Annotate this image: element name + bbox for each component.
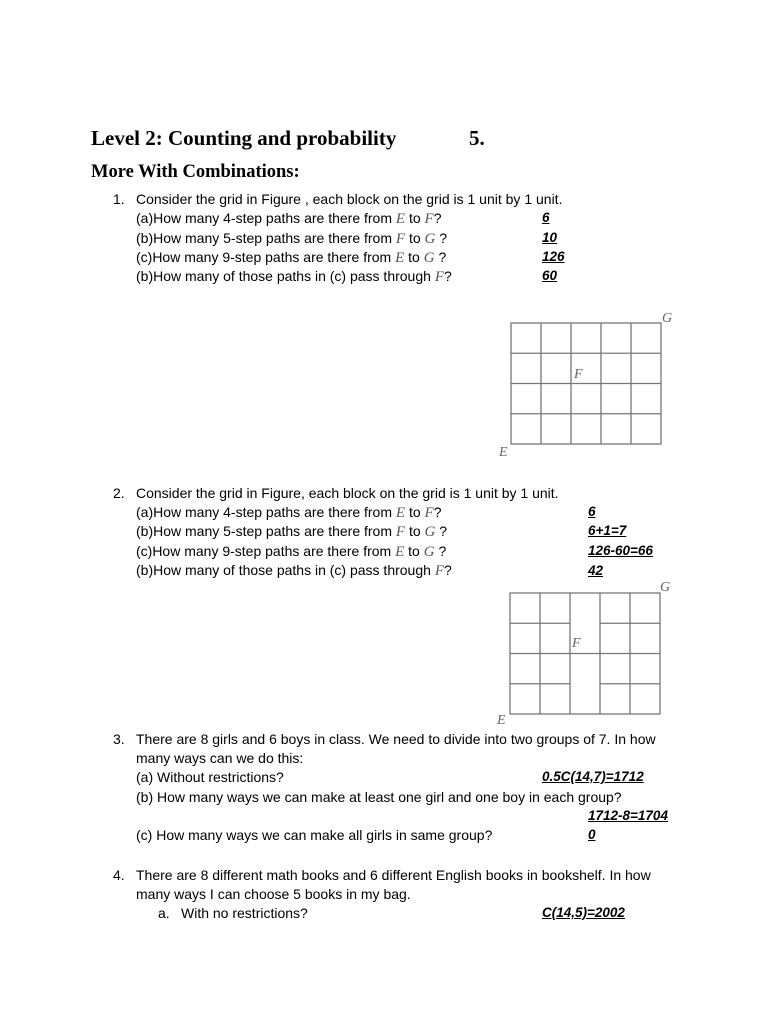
q2-grid-label-e: E <box>497 713 506 728</box>
q3-part-a: (a) Without restrictions? <box>136 769 284 785</box>
q3-answer-a: 0.5C(14,7)=1712 <box>542 769 644 784</box>
q2-text: Consider the grid in Figure, each block on the grid is 1 unit by 1 unit. <box>136 485 559 501</box>
page-title: Level 2: Counting and probability <box>91 126 397 150</box>
q2-grid-label-f: F <box>572 636 581 651</box>
q1-part-d: (b)How many of those paths in (c) pass through F? <box>136 268 452 285</box>
q2-grid-label-g: G <box>660 580 671 595</box>
q4-number: 4. <box>113 867 125 883</box>
q1-part-a: (a)How many 4-step paths are there from E to F? <box>136 210 442 227</box>
q4-line1: There are 8 different math books and 6 different English books in bookshelf. In how <box>136 867 651 883</box>
q2-part-d: (b)How many of those paths in (c) pass through F? <box>136 562 452 579</box>
q3-number: 3. <box>113 731 125 747</box>
q1-grid-label-e: E <box>499 445 508 460</box>
q1-answer-d: 60 <box>542 268 558 283</box>
q1-answer-c: 126 <box>542 249 565 264</box>
q4-answer-a: C(14,5)=2002 <box>542 905 625 920</box>
q2-part-a: (a)How many 4-step paths are there from E to F? <box>136 504 442 521</box>
q1-part-b: (b)How many 5-step paths are there from F to G ? <box>136 230 448 247</box>
q1-answer-a: 6 <box>542 210 550 225</box>
q1-number: 1. <box>113 191 125 207</box>
q2-grid <box>509 592 661 716</box>
q3-line2: many ways can we do this: <box>136 750 304 766</box>
q3-answer-c: 0 <box>588 827 596 842</box>
q1-grid-label-g: G <box>662 311 673 326</box>
q1-answer-b: 10 <box>542 230 558 245</box>
q2-answer-c: 126-60=66 <box>588 543 653 558</box>
q2-answer-b: 6+1=7 <box>588 523 627 538</box>
q4-line2: many ways I can choose 5 books in my bag. <box>136 886 411 902</box>
q3-line1: There are 8 girls and 6 boys in class. We need to divide into two groups of 7. In how <box>136 731 656 747</box>
q1-grid <box>510 322 662 446</box>
q2-number: 2. <box>113 485 125 501</box>
q3-part-c: (c) How many ways we can make all girls in same group? <box>136 827 493 843</box>
q1-text: Consider the grid in Figure , each block on the grid is 1 unit by 1 unit. <box>136 191 563 207</box>
q2-part-b: (b)How many 5-step paths are there from F to G ? <box>136 523 448 540</box>
q1-part-c: (c)How many 9-step paths are there from E to G ? <box>136 249 447 266</box>
section-title: More With Combinations: <box>91 162 300 182</box>
q4-part-a-label: a. <box>158 905 170 921</box>
page-number: 5. <box>469 126 485 150</box>
q2-answer-a: 6 <box>588 504 596 519</box>
q3-answer-b: 1712-8=1704 <box>588 808 668 823</box>
q4-part-a: With no restrictions? <box>181 905 308 921</box>
q2-part-c: (c)How many 9-step paths are there from E to G ? <box>136 543 447 560</box>
q2-answer-d: 42 <box>588 563 604 578</box>
q1-grid-label-f: F <box>574 367 583 382</box>
q3-part-b: (b) How many ways we can make at least one girl and one boy in each group? <box>136 789 622 805</box>
